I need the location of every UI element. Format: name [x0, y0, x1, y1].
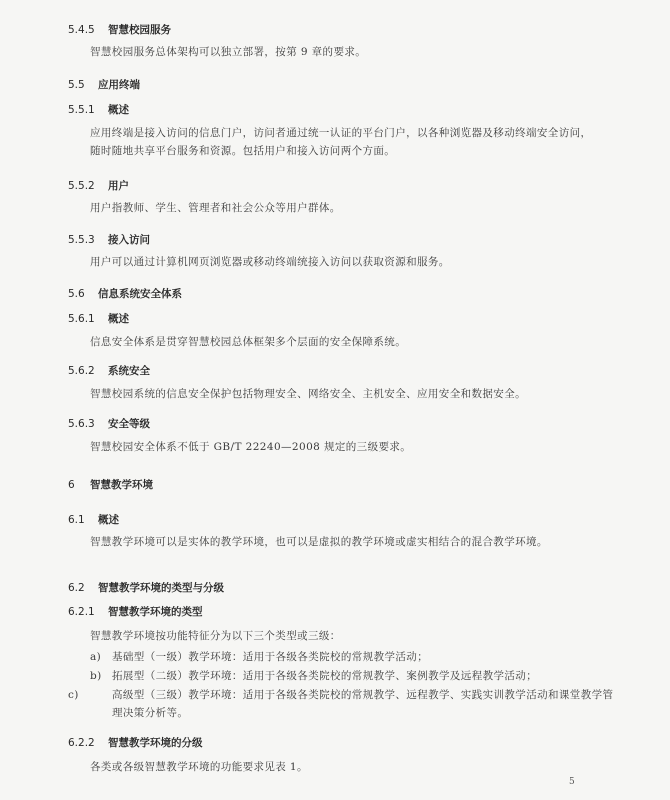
heading-6-2-2 [68, 735, 203, 750]
list-item-text: 基础型（一级）教学环境：适用于各级各类院校的常规教学活动； [112, 651, 429, 663]
heading-number: 5.5.1 [68, 104, 95, 116]
heading-title: 智慧教学环境 [90, 479, 153, 491]
heading-5-4-5 [68, 22, 171, 37]
heading-title: 用户 [108, 180, 129, 192]
heading-title: 安全等级 [108, 418, 150, 430]
heading-number: 5.6.2 [68, 365, 95, 377]
paragraph-6-2-1: 智慧教学环境按功能特征分为以下三个类型或三级： [90, 630, 341, 642]
heading-number: 6.2.1 [68, 606, 95, 618]
heading-6-2-1 [68, 604, 203, 619]
list-marker: b) [90, 670, 102, 682]
heading-title: 接入访问 [108, 234, 150, 246]
heading-5-6-3 [68, 416, 150, 431]
heading-6-1 [68, 512, 119, 527]
heading-6 [68, 477, 153, 492]
heading-title: 信息系统安全体系 [98, 288, 182, 300]
heading-title: 概述 [108, 104, 129, 116]
heading-number: 6 [68, 479, 75, 491]
heading-number: 5.6.3 [68, 418, 95, 430]
list-marker: a) [90, 651, 102, 663]
heading-number: 6.2 [68, 582, 85, 594]
heading-title: 智慧教学环境的分级 [108, 737, 203, 749]
heading-number: 5.6.1 [68, 313, 95, 325]
heading-title: 概述 [98, 514, 119, 526]
paragraph-5-6-2: 智慧校园系统的信息安全保护包括物理安全、网络安全、主机安全、应用安全和数据安全。 [90, 388, 526, 400]
heading-number: 5.5 [68, 79, 85, 91]
heading-5-5-3 [68, 232, 150, 247]
heading-number: 5.5.2 [68, 180, 95, 192]
list-item [68, 686, 617, 722]
paragraph-6-2-2: 各类或各级智慧教学环境的功能要求见表 1。 [90, 761, 308, 773]
heading-title: 系统安全 [108, 365, 150, 377]
paragraph-5-6-1: 信息安全体系是贯穿智慧校园总体框架多个层面的安全保障系统。 [90, 336, 407, 348]
heading-number: 5.6 [68, 288, 85, 300]
heading-5-5 [68, 77, 140, 92]
heading-5-6-2 [68, 363, 150, 378]
heading-6-2 [68, 580, 224, 595]
paragraph-5-5-3: 用户可以通过计算机网页浏览器或移动终端统接入访问以获取资源和服务。 [90, 256, 450, 268]
list-item-text: 拓展型（二级）教学环境：适用于各级各类院校的常规教学、案例教学及远程教学活动； [112, 670, 538, 682]
heading-number: 5.5.3 [68, 234, 95, 246]
paragraph-5-6-3: 智慧校园安全体系不低于 GB/T 22240—2008 规定的三级要求。 [90, 441, 412, 453]
heading-5-6-1 [68, 311, 129, 326]
heading-number: 5.4.5 [68, 24, 95, 36]
list-item [90, 667, 537, 685]
heading-title: 智慧教学环境的类型与分级 [98, 582, 224, 594]
heading-number: 6.1 [68, 514, 85, 526]
list-item-text: 高级型（三级）教学环境：适用于各级各类院校的常规教学、远程教学、实践实训教学活动和课堂教学管理决策分析等。 [112, 689, 614, 719]
heading-5-5-1 [68, 102, 129, 117]
heading-title: 概述 [108, 313, 129, 325]
paragraph-5-5-2: 用户指教师、学生、管理者和社会公众等用户群体。 [90, 202, 341, 214]
paragraph-6-1: 智慧教学环境可以是实体的教学环境，也可以是虚拟的教学环境或虚实相结合的混合教学环境。 [90, 536, 548, 548]
heading-5-5-2 [68, 178, 129, 193]
heading-title: 智慧校园服务 [108, 24, 171, 36]
paragraph-5-5-1: 应用终端是接入访问的信息门户，访问者通过统一认证的平台门户，以各种浏览器及移动终端安全访问，随时随地共享平台服务和资源。包括用户和接入访问两个方面。 [90, 127, 592, 157]
paragraph-5-4-5: 智慧校园服务总体架构可以独立部署，按第 9 章的要求。 [90, 46, 367, 58]
heading-title: 应用终端 [98, 79, 140, 91]
list-item [90, 648, 428, 666]
page-number: 5 [569, 777, 575, 787]
heading-5-6 [68, 286, 182, 301]
heading-number: 6.2.2 [68, 737, 95, 749]
list-marker: c) [68, 689, 79, 701]
heading-title: 智慧教学环境的类型 [108, 606, 203, 618]
